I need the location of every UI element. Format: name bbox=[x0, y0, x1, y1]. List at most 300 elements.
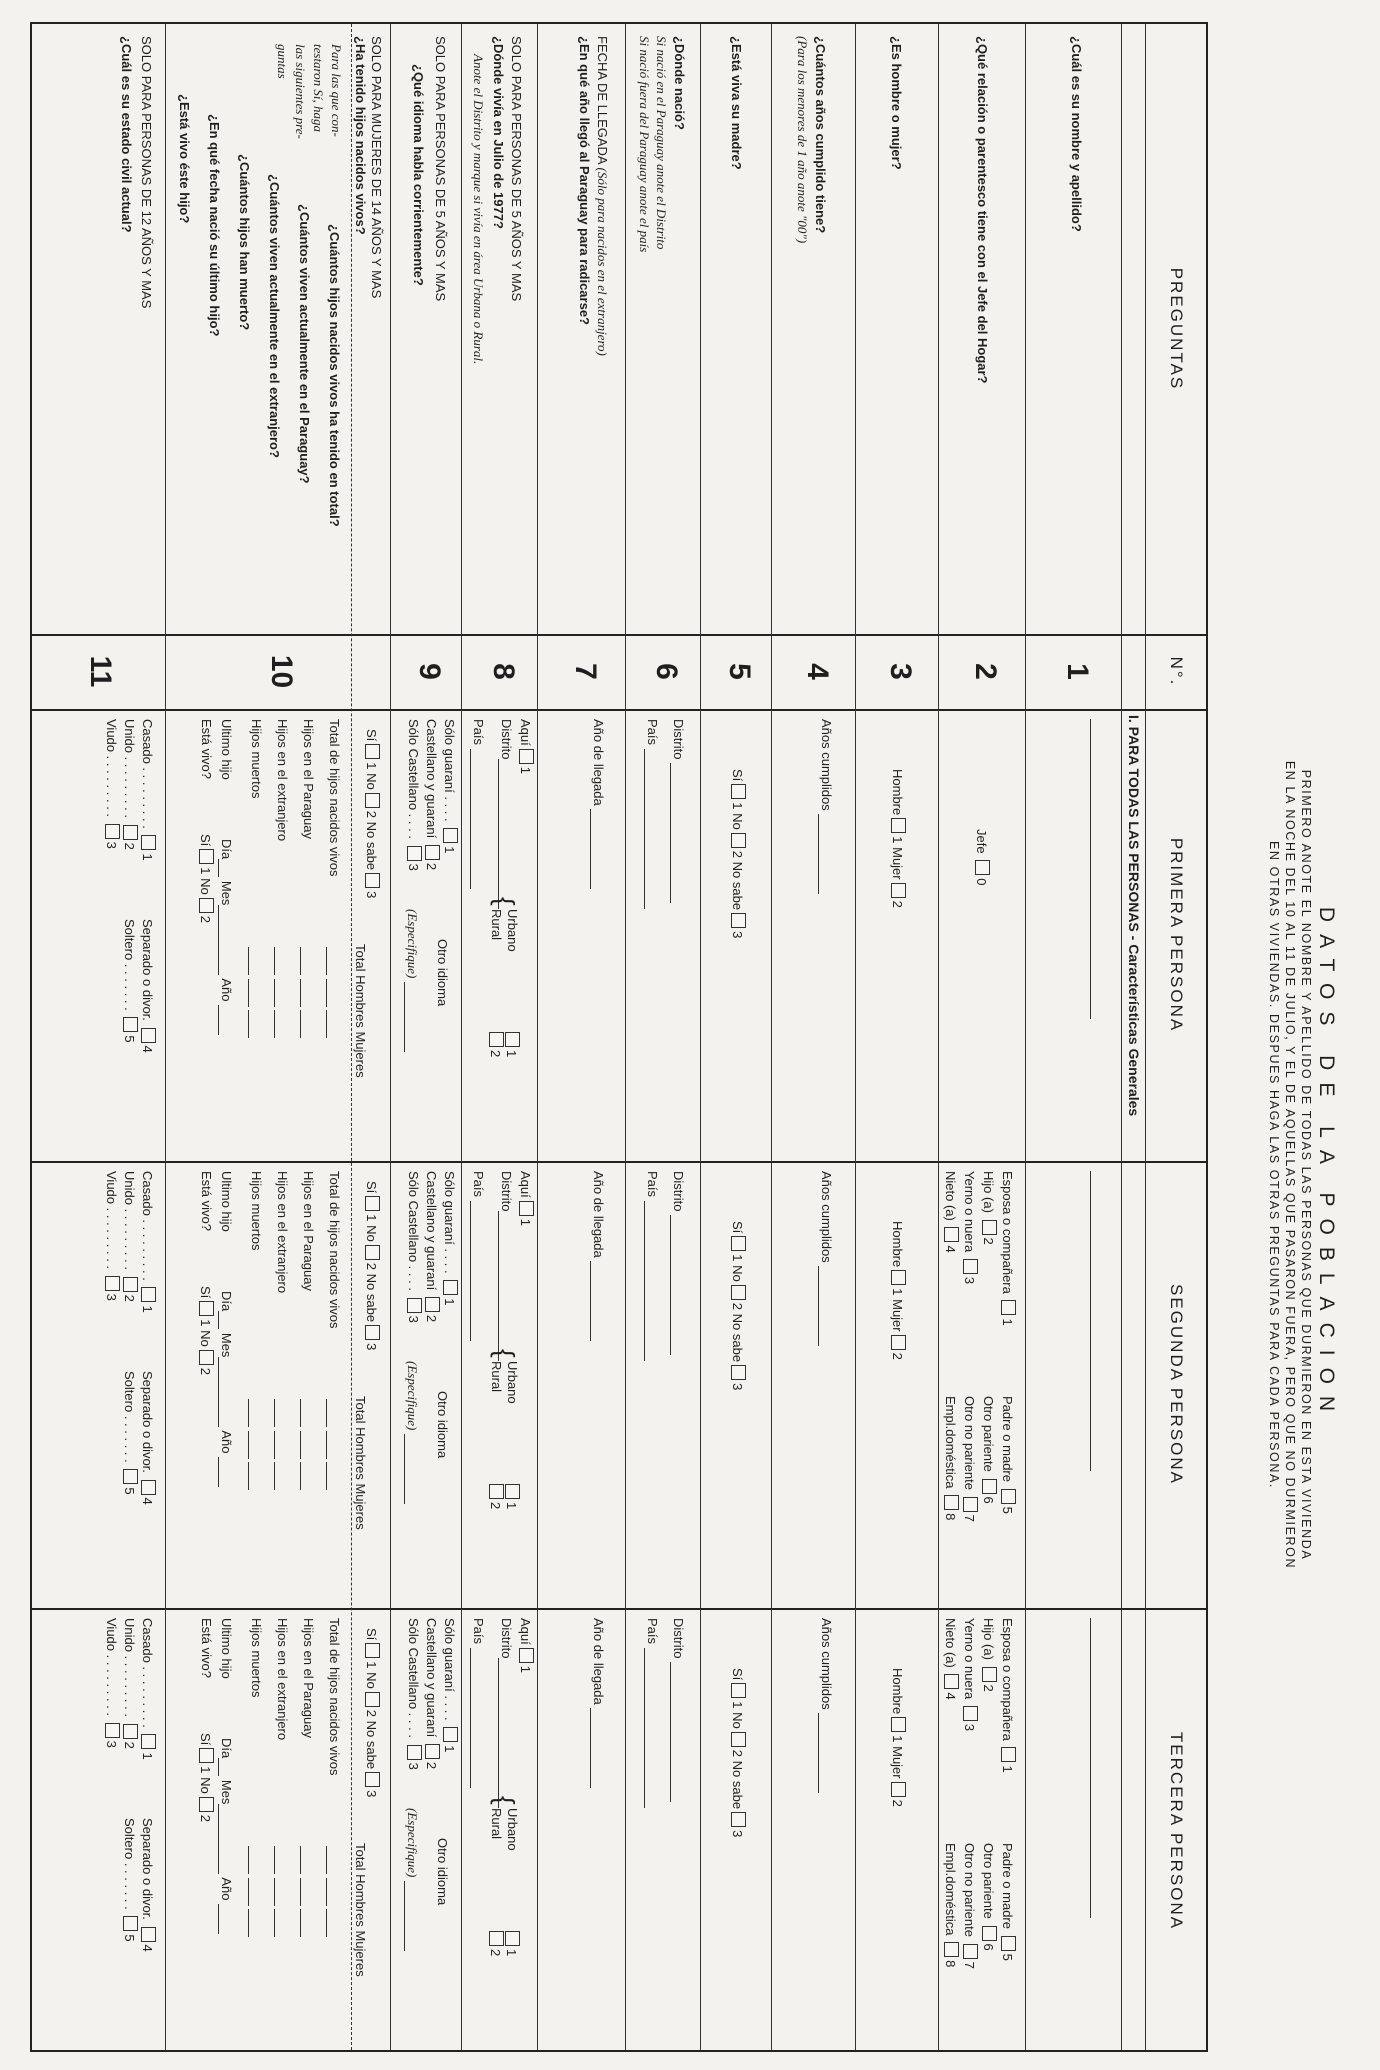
children-count-blanks bbox=[300, 947, 316, 1038]
aqui-checkbox[interactable] bbox=[519, 1648, 534, 1663]
relation-checkbox[interactable] bbox=[982, 1667, 997, 1682]
write-in-line[interactable] bbox=[670, 1215, 671, 1355]
count-headers bbox=[352, 1843, 368, 1977]
write-in-line[interactable] bbox=[274, 979, 275, 1007]
hombre-checkbox[interactable] bbox=[891, 1270, 906, 1285]
casado-checkbox[interactable] bbox=[141, 1287, 156, 1302]
language-option: Sólo guaraní . . . . 1 bbox=[442, 1171, 457, 1306]
option-label: No bbox=[198, 878, 213, 895]
viudo-checkbox[interactable] bbox=[105, 1276, 120, 1291]
rural-box bbox=[487, 1481, 504, 1509]
option-label: Hombre bbox=[890, 769, 905, 816]
option-label: Año bbox=[219, 978, 234, 1002]
relation-option bbox=[942, 1396, 959, 1520]
write-in-line[interactable] bbox=[498, 1211, 499, 1361]
language-option: Sólo Castellano . . . . 3 bbox=[406, 719, 421, 871]
write-in-line[interactable] bbox=[300, 1462, 301, 1490]
write-in-line[interactable] bbox=[300, 1846, 301, 1874]
relation-checkbox[interactable] bbox=[944, 1227, 959, 1242]
write-in-line[interactable] bbox=[218, 1311, 219, 1329]
children-count-row bbox=[248, 1171, 264, 1250]
viudo-checkbox[interactable] bbox=[105, 1723, 120, 1738]
option-label: Nieto (a) bbox=[943, 1618, 958, 1668]
child-alive-label bbox=[198, 719, 214, 779]
write-in-line[interactable] bbox=[274, 1909, 275, 1937]
question-note: Si nació fuera del Paraguay anote el país bbox=[637, 36, 652, 253]
column-divider bbox=[32, 1161, 1206, 1163]
soltero-checkbox[interactable] bbox=[123, 1916, 138, 1931]
row-divider bbox=[938, 24, 939, 2050]
age-field bbox=[818, 719, 834, 894]
option-code: 2 bbox=[198, 915, 213, 924]
relation-checkbox[interactable] bbox=[1001, 1936, 1016, 1951]
sex-options bbox=[889, 1668, 906, 1807]
jefe-checkbox[interactable] bbox=[975, 860, 990, 875]
row-divider bbox=[1121, 24, 1122, 2050]
no-checkbox[interactable] bbox=[731, 833, 746, 848]
option-label: Distrito bbox=[499, 1618, 514, 1659]
relation-checkbox[interactable] bbox=[963, 1706, 978, 1721]
no-checkbox[interactable] bbox=[365, 1692, 380, 1707]
option-label: Nieto (a) bbox=[943, 1171, 958, 1221]
write-in-line[interactable] bbox=[590, 1708, 591, 1788]
write-in-line[interactable] bbox=[218, 859, 219, 877]
relation-option bbox=[980, 1171, 997, 1245]
option-label: País bbox=[645, 1171, 660, 1198]
other-language bbox=[434, 1391, 450, 1458]
urbano-option bbox=[504, 1808, 520, 1851]
write-in-line[interactable] bbox=[218, 1758, 219, 1776]
children-count-row bbox=[326, 1618, 342, 1776]
children-count-blanks bbox=[274, 1846, 290, 1937]
option-label: País bbox=[471, 1171, 486, 1198]
option-label: Mes bbox=[219, 1779, 234, 1805]
write-in-line[interactable] bbox=[644, 1201, 645, 1361]
row-divider bbox=[390, 24, 391, 2050]
last-child-date-fields bbox=[218, 1291, 234, 1487]
option-code: 2 bbox=[364, 1262, 379, 1271]
option-code: 1 bbox=[364, 1214, 379, 1222]
relation-checkbox[interactable] bbox=[982, 1220, 997, 1235]
option-label: Hijos en el extranjero bbox=[275, 1171, 290, 1294]
casado-checkbox[interactable] bbox=[141, 1734, 156, 1749]
castellano-checkbox[interactable] bbox=[407, 1745, 422, 1760]
relation-option bbox=[961, 1171, 978, 1284]
write-in-line[interactable] bbox=[218, 1804, 219, 1874]
name-field[interactable] bbox=[1090, 1618, 1091, 1918]
option-code: 1 bbox=[1000, 1318, 1015, 1326]
person-header: PRIMERA PERSONA bbox=[1167, 837, 1186, 1033]
question-number: 2 bbox=[969, 663, 1003, 680]
option-label: Año de llegada bbox=[591, 1171, 606, 1258]
write-in-line[interactable] bbox=[218, 1357, 219, 1427]
viudo-checkbox[interactable] bbox=[105, 824, 120, 839]
option-label: Otro idioma bbox=[435, 939, 450, 1007]
urbano-checkbox[interactable] bbox=[505, 1484, 520, 1499]
unido-checkbox[interactable] bbox=[123, 825, 138, 840]
aqui-checkbox[interactable] bbox=[519, 749, 534, 764]
si-checkbox[interactable] bbox=[365, 1196, 380, 1211]
children-count-blanks bbox=[300, 1846, 316, 1937]
mujer-checkbox[interactable] bbox=[891, 1335, 906, 1350]
question-number: 6 bbox=[650, 663, 684, 680]
option-label: Hombre bbox=[890, 1221, 905, 1268]
children-options bbox=[363, 729, 380, 898]
write-in-line[interactable] bbox=[274, 1399, 275, 1427]
write-in-line[interactable] bbox=[470, 1201, 471, 1341]
write-in-line[interactable] bbox=[274, 1010, 275, 1038]
relation-checkbox[interactable] bbox=[944, 1674, 959, 1689]
option-label: Padre o madre bbox=[1000, 1843, 1015, 1929]
write-in-line[interactable] bbox=[300, 947, 301, 975]
write-in-line[interactable] bbox=[818, 814, 819, 894]
question-number: 7 bbox=[569, 663, 602, 680]
write-in-line[interactable] bbox=[248, 1462, 249, 1490]
option-label: Sí bbox=[730, 1668, 745, 1681]
write-in-line[interactable] bbox=[590, 1261, 591, 1341]
si-checkbox[interactable] bbox=[199, 1748, 214, 1763]
children-count-row bbox=[274, 1171, 290, 1293]
separado-checkbox[interactable] bbox=[141, 1028, 156, 1043]
cast-guarani-checkbox[interactable] bbox=[425, 845, 440, 860]
write-in-line[interactable] bbox=[470, 749, 471, 889]
language-option bbox=[423, 1171, 440, 1322]
option-label: Mujer bbox=[890, 1299, 905, 1332]
sex-options bbox=[889, 769, 906, 908]
write-in-line[interactable] bbox=[670, 763, 671, 903]
relation-option bbox=[980, 1618, 997, 1692]
write-in-line[interactable] bbox=[248, 1909, 249, 1937]
si-checkbox[interactable] bbox=[731, 784, 746, 799]
option-label: Sí bbox=[364, 729, 379, 742]
write-in-line[interactable] bbox=[274, 947, 275, 975]
option-label: Otro pariente bbox=[981, 1843, 996, 1919]
children-count-blanks bbox=[248, 1399, 264, 1490]
children-count-row bbox=[300, 1171, 316, 1291]
option-label: Otro idioma bbox=[435, 1838, 450, 1906]
country-1977 bbox=[470, 719, 486, 889]
filter-note: (Sólo para nacidos en el extranjero) bbox=[595, 167, 610, 356]
no-checkbox[interactable] bbox=[731, 1285, 746, 1300]
write-in-line[interactable] bbox=[248, 947, 249, 975]
relation-option bbox=[961, 1618, 978, 1731]
instruction-line: EN OTRAS VIVIENDAS. DESPUES HAGA LAS OTRAS PREGUNTAS PARA CADA PERSONA. bbox=[1267, 841, 1281, 1489]
option-code: 7 bbox=[962, 1961, 977, 1969]
marital-option: Casado . . . . . . . . . 1 bbox=[140, 1171, 155, 1313]
sub-question: ¿Cuántos hijos nacidos vivos ha tenido en total? bbox=[327, 224, 342, 527]
write-in-line[interactable] bbox=[326, 1399, 327, 1427]
write-in-line[interactable] bbox=[326, 947, 327, 975]
write-in-line[interactable] bbox=[300, 1909, 301, 1937]
name-field[interactable] bbox=[1090, 1171, 1091, 1471]
option-label: Total de hijos nacidos vivos bbox=[327, 1618, 342, 1776]
castellano-checkbox[interactable] bbox=[407, 846, 422, 861]
soltero-checkbox[interactable] bbox=[123, 1469, 138, 1484]
option-code: 2 bbox=[122, 1294, 137, 1302]
aqui-option bbox=[517, 1171, 534, 1226]
no-checkbox[interactable] bbox=[199, 1797, 214, 1812]
relation-option bbox=[980, 1843, 997, 1951]
no-checkbox[interactable] bbox=[199, 898, 214, 913]
write-in-line[interactable] bbox=[326, 1846, 327, 1874]
urbano-box bbox=[503, 1481, 520, 1509]
relation-checkbox[interactable] bbox=[944, 1495, 959, 1510]
si-checkbox[interactable] bbox=[731, 1236, 746, 1251]
write-in-line[interactable] bbox=[644, 749, 645, 909]
cast-guarani-checkbox[interactable] bbox=[425, 1744, 440, 1759]
option-code: 6 bbox=[981, 1496, 996, 1504]
si-checkbox[interactable] bbox=[199, 849, 214, 864]
option-label: Sí bbox=[364, 1181, 379, 1194]
mujer-checkbox[interactable] bbox=[891, 1782, 906, 1797]
aqui-checkbox[interactable] bbox=[519, 1201, 534, 1216]
children-count-blanks bbox=[248, 947, 264, 1038]
write-in-line[interactable] bbox=[470, 1648, 471, 1788]
write-in-line[interactable] bbox=[218, 1904, 219, 1934]
write-in-line[interactable] bbox=[274, 1878, 275, 1906]
write-in-line[interactable] bbox=[498, 1658, 499, 1808]
write-in-line[interactable] bbox=[404, 982, 405, 1052]
answer-option bbox=[1090, 719, 1106, 1019]
hombre-checkbox[interactable] bbox=[891, 818, 906, 833]
row-divider bbox=[461, 24, 462, 2050]
option-label: No sabe bbox=[364, 821, 379, 871]
si-checkbox[interactable] bbox=[731, 1683, 746, 1698]
option-code: 3 bbox=[104, 841, 119, 849]
name-field[interactable] bbox=[1090, 719, 1091, 1019]
option-label: Años cumplidos bbox=[819, 1618, 834, 1710]
number-header: N°. bbox=[1167, 656, 1186, 687]
write-in-line[interactable] bbox=[326, 1909, 327, 1937]
unido-checkbox[interactable] bbox=[123, 1724, 138, 1739]
separado-checkbox[interactable] bbox=[141, 1480, 156, 1495]
children-count-row bbox=[274, 1618, 290, 1740]
relation-checkbox[interactable] bbox=[963, 1259, 978, 1274]
question-number: 11 bbox=[84, 655, 117, 688]
write-in-line[interactable] bbox=[218, 1005, 219, 1035]
relation-checkbox[interactable] bbox=[963, 1497, 978, 1512]
district-1977 bbox=[498, 1171, 514, 1361]
write-in-line[interactable] bbox=[300, 1878, 301, 1906]
nosabe-checkbox[interactable] bbox=[365, 1772, 380, 1787]
instruction-line: PRIMERO ANOTE EL NOMBRE Y APELLIDO DE TODAS LAS PERSONAS QUE DURMIERON EN ESTA VIVIENDA bbox=[1299, 769, 1313, 1561]
write-in-line[interactable] bbox=[248, 1431, 249, 1459]
si-checkbox[interactable] bbox=[199, 1301, 214, 1316]
option-code: 3 bbox=[364, 1790, 379, 1798]
option-code: 3 bbox=[962, 1723, 977, 1732]
district-1977 bbox=[498, 1618, 514, 1808]
option-code: 3 bbox=[406, 1315, 421, 1323]
question-text: ¿Qué idioma habla corrientemente? bbox=[411, 64, 426, 286]
write-in-line[interactable] bbox=[326, 1462, 327, 1490]
guarani-checkbox[interactable] bbox=[443, 1280, 458, 1295]
si-checkbox[interactable] bbox=[365, 1643, 380, 1658]
write-in-line[interactable] bbox=[326, 1878, 327, 1906]
write-in-line[interactable] bbox=[218, 905, 219, 975]
no-checkbox[interactable] bbox=[365, 793, 380, 808]
write-in-line[interactable] bbox=[300, 1010, 301, 1038]
option-label: Año bbox=[219, 1430, 234, 1454]
casado-checkbox[interactable] bbox=[141, 835, 156, 850]
option-label: Mes bbox=[219, 880, 234, 906]
rural-checkbox[interactable] bbox=[489, 1032, 504, 1047]
relation-checkbox[interactable] bbox=[944, 1942, 959, 1957]
write-in-line[interactable] bbox=[248, 979, 249, 1007]
column-label: Mujeres bbox=[353, 1483, 368, 1530]
option-code: 2 bbox=[730, 1749, 745, 1758]
no-checkbox[interactable] bbox=[731, 1732, 746, 1747]
soltero-checkbox[interactable] bbox=[123, 1017, 138, 1032]
write-in-line[interactable] bbox=[644, 1648, 645, 1808]
write-in-line[interactable] bbox=[326, 979, 327, 1007]
option-code: 7 bbox=[962, 1514, 977, 1522]
option-code: 3 bbox=[406, 863, 421, 871]
language-option bbox=[423, 719, 440, 870]
relation-option bbox=[973, 829, 990, 885]
side-note: guntas bbox=[275, 44, 290, 79]
guarani-checkbox[interactable] bbox=[443, 828, 458, 843]
option-label: País bbox=[471, 1618, 486, 1645]
nosabe-checkbox[interactable] bbox=[365, 873, 380, 888]
urbano-checkbox[interactable] bbox=[505, 1931, 520, 1946]
language-option bbox=[423, 1618, 440, 1769]
option-label: Sí bbox=[730, 769, 745, 782]
option-code: 1 bbox=[730, 1254, 745, 1262]
no-checkbox[interactable] bbox=[365, 1245, 380, 1260]
person-header: SEGUNDA PERSONA bbox=[1167, 1284, 1186, 1485]
option-label: Urbano bbox=[505, 1361, 520, 1404]
nosabe-checkbox[interactable] bbox=[365, 1325, 380, 1340]
write-in-line[interactable] bbox=[248, 1399, 249, 1427]
other-language-spec bbox=[404, 1808, 420, 1951]
nosabe-checkbox[interactable] bbox=[731, 1365, 746, 1380]
filter-text: FECHA DE LLEGADA bbox=[595, 36, 610, 164]
child-alive-options bbox=[197, 834, 214, 923]
option-code: 2 bbox=[730, 1302, 745, 1311]
option-label: Está vivo? bbox=[199, 1171, 214, 1231]
language-option: Sólo guaraní . . . . 1 bbox=[442, 719, 457, 854]
question-filter: SOLO PARA PERSONAS DE 5 AÑOS Y MAS bbox=[433, 36, 448, 302]
si-checkbox[interactable] bbox=[365, 744, 380, 759]
question-note: (Para los menores de 1 año anote "00") bbox=[795, 36, 810, 244]
write-in-line[interactable] bbox=[670, 1662, 671, 1802]
option-label: Distrito bbox=[671, 1618, 686, 1659]
answer-option bbox=[1090, 1171, 1106, 1471]
option-label: (Especifique) bbox=[405, 909, 420, 979]
last-child-date bbox=[218, 719, 234, 780]
option-code: 1 bbox=[364, 762, 379, 770]
write-in-line[interactable] bbox=[248, 1010, 249, 1038]
mujer-checkbox[interactable] bbox=[891, 883, 906, 898]
option-label: No sabe bbox=[730, 1760, 745, 1810]
option-label: Soltero bbox=[122, 1818, 137, 1860]
write-in-line[interactable] bbox=[818, 1266, 819, 1346]
no-checkbox[interactable] bbox=[199, 1350, 214, 1365]
write-in-line[interactable] bbox=[404, 1434, 405, 1504]
option-label: Sólo guaraní bbox=[442, 1618, 457, 1692]
relation-option bbox=[999, 1171, 1016, 1326]
hombre-checkbox[interactable] bbox=[891, 1717, 906, 1732]
urbano-box bbox=[503, 1928, 520, 1956]
write-in-line[interactable] bbox=[218, 1457, 219, 1487]
write-in-line[interactable] bbox=[818, 1713, 819, 1793]
option-label: Ultimo hijo bbox=[219, 1618, 234, 1679]
option-label: Total de hijos nacidos vivos bbox=[327, 1171, 342, 1329]
option-code: 2 bbox=[364, 810, 379, 819]
aqui-option bbox=[517, 1618, 534, 1673]
write-in-line[interactable] bbox=[274, 1431, 275, 1459]
write-in-line[interactable] bbox=[300, 979, 301, 1007]
nosabe-checkbox[interactable] bbox=[731, 913, 746, 928]
option-code: 2 bbox=[488, 1949, 503, 1957]
column-label: Mujeres bbox=[353, 1031, 368, 1078]
relation-checkbox[interactable] bbox=[982, 1926, 997, 1941]
write-in-line[interactable] bbox=[248, 1878, 249, 1906]
children-count-row bbox=[300, 719, 316, 839]
option-code: 1 bbox=[890, 1735, 905, 1743]
write-in-line[interactable] bbox=[274, 1462, 275, 1490]
relation-checkbox[interactable] bbox=[982, 1479, 997, 1494]
other-language-spec bbox=[404, 1361, 420, 1504]
relation-checkbox[interactable] bbox=[1001, 1300, 1016, 1315]
person-3-column bbox=[32, 1608, 1206, 2054]
guarani-checkbox[interactable] bbox=[443, 1727, 458, 1742]
write-in-line[interactable] bbox=[326, 1431, 327, 1459]
relation-checkbox[interactable] bbox=[963, 1944, 978, 1959]
child-alive-options bbox=[197, 1286, 214, 1375]
children-count-blanks bbox=[326, 947, 342, 1038]
unido-checkbox[interactable] bbox=[123, 1277, 138, 1292]
option-code: 3 bbox=[962, 1276, 977, 1285]
option-label: Separado o divor. bbox=[140, 919, 155, 1021]
option-label: Castellano y guaraní bbox=[424, 1618, 439, 1738]
option-label: País bbox=[645, 1618, 660, 1645]
relation-checkbox[interactable] bbox=[1001, 1747, 1016, 1762]
write-in-line[interactable] bbox=[300, 1431, 301, 1459]
cast-guarani-checkbox[interactable] bbox=[425, 1297, 440, 1312]
birth-district bbox=[670, 1618, 686, 1802]
write-in-line[interactable] bbox=[498, 759, 499, 909]
rural-checkbox[interactable] bbox=[489, 1484, 504, 1499]
nosabe-checkbox[interactable] bbox=[731, 1812, 746, 1827]
write-in-line[interactable] bbox=[274, 1846, 275, 1874]
urbano-checkbox[interactable] bbox=[505, 1032, 520, 1047]
relation-checkbox[interactable] bbox=[1001, 1489, 1016, 1504]
write-in-line[interactable] bbox=[300, 1399, 301, 1427]
option-code: 1 bbox=[518, 1218, 533, 1226]
separado-checkbox[interactable] bbox=[141, 1927, 156, 1942]
write-in-line[interactable] bbox=[248, 1846, 249, 1874]
option-label: Año de llegada bbox=[591, 719, 606, 806]
age-field bbox=[818, 1171, 834, 1346]
option-label: Hijos en el Paraguay bbox=[301, 1171, 316, 1291]
option-code: 3 bbox=[364, 1343, 379, 1351]
rural-option bbox=[488, 909, 504, 940]
castellano-checkbox[interactable] bbox=[407, 1298, 422, 1313]
write-in-line[interactable] bbox=[590, 809, 591, 889]
option-label: Aquí bbox=[518, 1618, 533, 1645]
rural-checkbox[interactable] bbox=[489, 1931, 504, 1946]
option-code: 2 bbox=[488, 1502, 503, 1510]
option-label: Día bbox=[219, 1291, 234, 1312]
option-code: 2 bbox=[424, 862, 439, 871]
marital-option: Unido . . . . . . . . . 2 bbox=[122, 1618, 137, 1749]
children-count-row bbox=[248, 719, 264, 798]
write-in-line[interactable] bbox=[326, 1010, 327, 1038]
option-label: Yerno o nuera bbox=[962, 1171, 977, 1253]
write-in-line[interactable] bbox=[404, 1881, 405, 1951]
option-code: 1 bbox=[504, 1050, 519, 1058]
